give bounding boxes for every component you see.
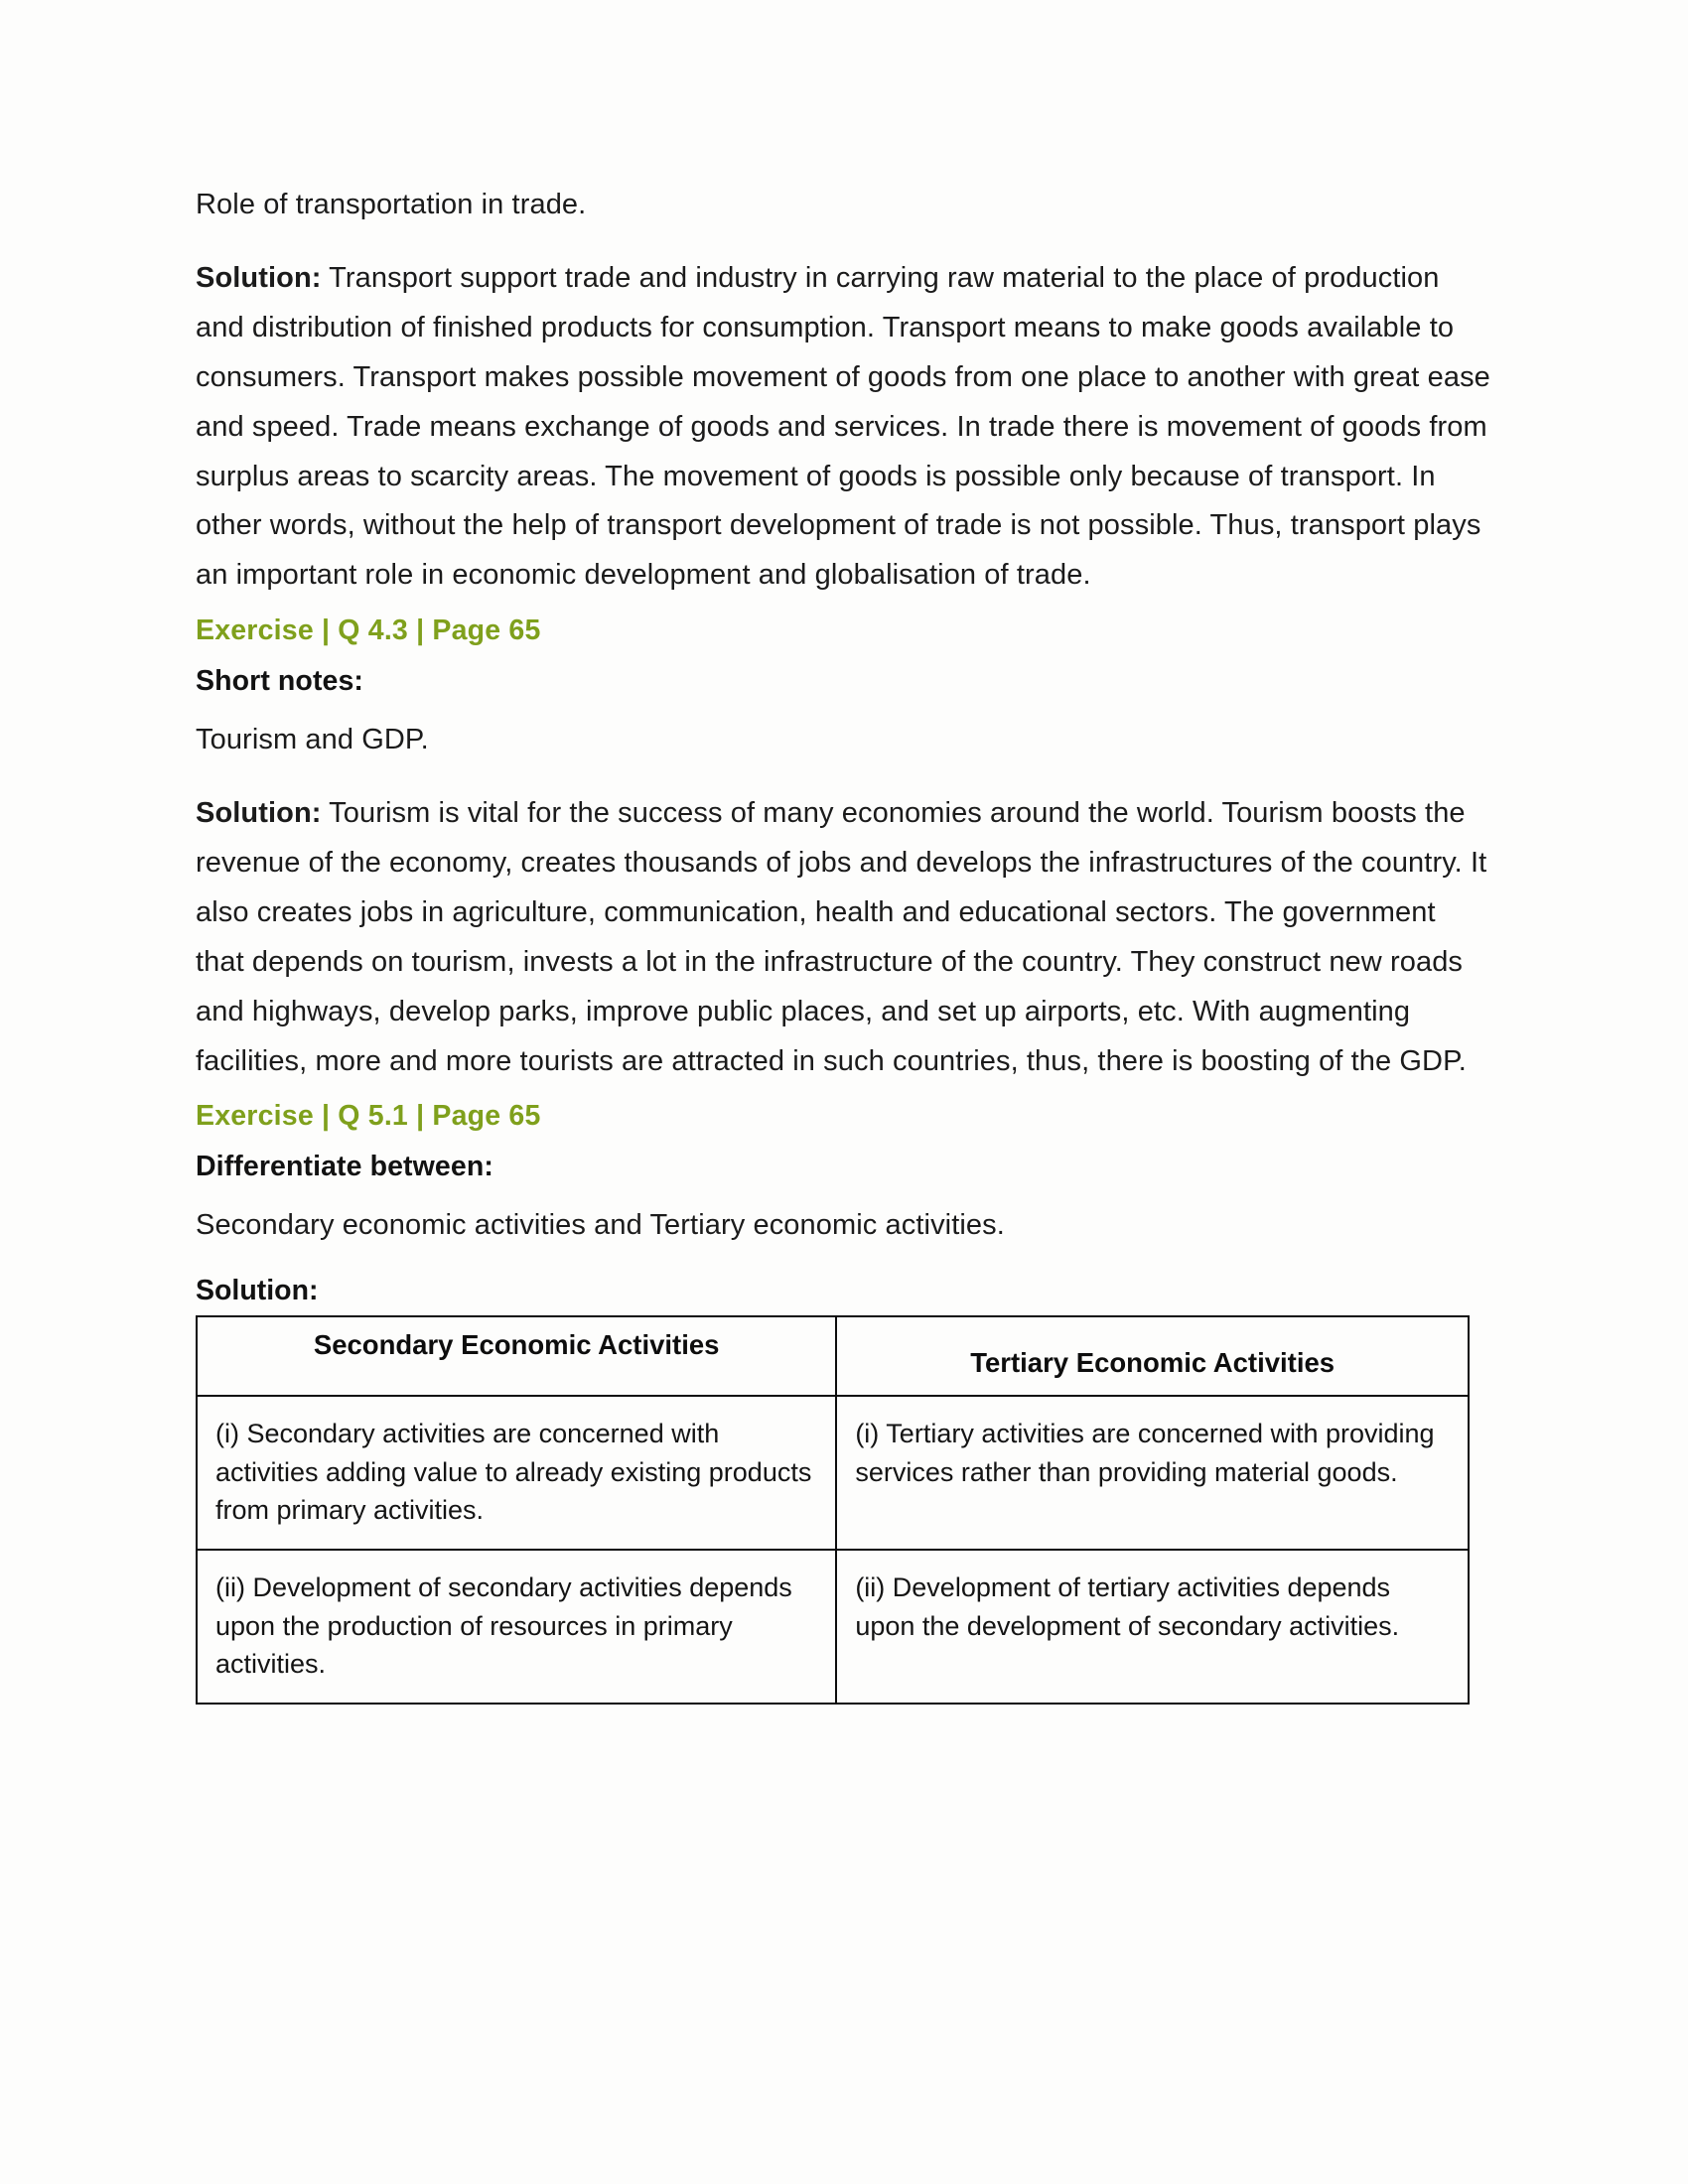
table-cell-secondary-1: (i) Secondary activities are concerned with activities adding value to already existing products from primary activities. [197,1396,836,1550]
short-notes-heading: Short notes: [196,665,364,698]
exercise-heading-q51: Exercise | Q 5.1 | Page 65 [196,1100,541,1133]
table-header-tertiary [836,1316,1469,1396]
table-cell-tertiary-1: (i) Tertiary activities are concerned with providing services rather than providing material goods. [836,1396,1469,1550]
comparison-table [196,1315,1470,1705]
differentiate-heading: Differentiate between: [196,1151,493,1183]
table-header-tertiary-label: Tertiary Economic Activities [970,1347,1336,1379]
table-header-secondary [197,1316,836,1396]
solution-body-2: Tourism is vital for the success of many economies around the world. Tourism boosts the revenue of the economy, creates thousands of jobs and develops the infrastructures of the country. It also creates jobs in agriculture, communication, health and educational sectors. The government that depends on tourism, invests a lot in the infrastructure of the country. They construct new roads and highways, develop parks, improve public places, and set up airports, etc. With augmenting facilities, more and more tourists are attracted in such countries, thus, there is boosting of the GDP. [196,797,1487,1077]
table-cell-tertiary-2: (ii) Development of tertiary activities depends upon the development of secondary activities. [836,1550,1469,1704]
document-content [196,185,1491,1705]
intro-question-line: Role of transportation in trade. [196,189,587,220]
solution-body-1: Transport support trade and industry in carrying raw material to the place of production and distribution of finished products for consumption. Transport means to make goods available to consumers. Transport makes possible movement of goods from one place to another with great ease and speed. Trade means exchange of goods and services. In trade there is movement of goods from surplus areas to scarcity areas. The movement of goods is possible only because of transport. In other words, without the help of transport development of trade is not possible. Thus, transport plays an important role in economic development and globalisation of trade. [196,262,1490,592]
table-row [197,1396,1469,1550]
exercise-heading-q43: Exercise | Q 4.3 | Page 65 [196,614,541,647]
table-cell-secondary-2: (ii) Development of secondary activities depends upon the production of resources in primary activities. [197,1550,836,1704]
short-notes-topic: Tourism and GDP. [196,724,429,756]
differentiate-topic: Secondary economic activities and Tertiary economic activities. [196,1209,1005,1242]
solution-label-3: Solution: [196,1275,319,1307]
comparison-table-body [197,1396,1469,1704]
table-header-row [197,1316,1469,1396]
table-row [197,1550,1469,1704]
solution-label-2: Solution: [196,797,322,830]
table-header-secondary-label: Secondary Economic Activities [313,1329,720,1361]
solution-paragraph-2 [196,789,1491,1086]
solution-label-1: Solution: [196,262,322,295]
comparison-table-head [197,1316,1469,1396]
solution-paragraph-1 [196,254,1491,601]
